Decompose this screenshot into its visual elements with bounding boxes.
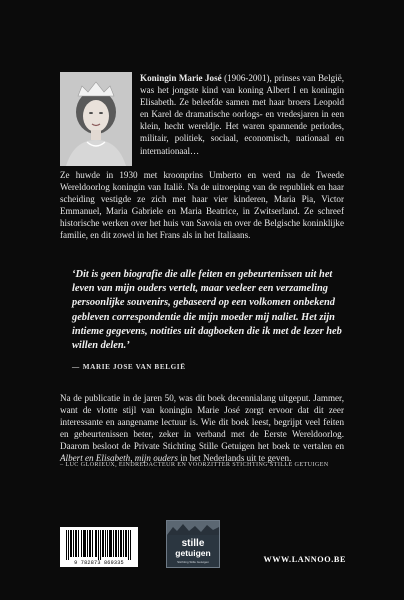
biography-intro [140,72,344,157]
stille-getuigen-logo [166,520,220,568]
portrait-photo [60,72,132,166]
logo-photo-band [167,521,219,535]
publication-text-1: Na de publicatie in de jaren 50, was dit boek decennialang uitgeput. Jammer, want de vlotte stijl van koningin Marie José zorgt ervoor dat dit zeer interessante en aangename lectuur is. Wie dit boek leest, begrijpt veel feiten en gebeurtenissen beter, zeker in verband met de Eerste Wereldoorlog. Daarom besloot de Private Stichting Stille Getuigen het boek te vertalen en [60,393,344,452]
publication-text-2: in het Nederlands uit te geven. [177,453,292,464]
trees-icon [167,521,219,535]
quote-attribution [72,363,342,371]
queen-name: Koningin Marie José [140,73,222,83]
barcode-icon [60,529,138,563]
logo-text-line-2: getuigen [175,548,211,558]
editor-credit: – LUC GLORIEUX, EINDREDACTEUR EN VOORZITTER STICHTING STILLE GETUIGEN [60,461,329,468]
logo-text-line-1: stille [181,538,205,549]
publisher-website[interactable]: WWW.LANNOO.BE [263,555,346,564]
barcode-number: 9 782873 869335 [74,560,124,566]
book-title: Albert en Elisabeth, mijn ouders [60,453,178,464]
biography-continuation: Ze huwde in 1930 met kroonprins Umberto en werd na de Tweede Wereldoorlog koningin van Italië. Na de uitroeping van de republiek en haar scheiding vestigde ze zich met haar vier kinderen, Maria Pia, Victor Emmanuel, Maria Gabriele en Maria Beatrice, in Zwitserland. Ze schreef historische werken over het huis van Savoia en over de Belgische koninklijke familie, en dit zowel in het Frans als in het Italiaans. [60,170,344,241]
pull-quote [72,268,342,371]
logo-subtext: Stichting Stille Getuigen [177,560,209,564]
publication-note [60,392,344,465]
biography-intro-text: (1906-2001), prinses van België, was het jongste kind van koning Albert I en koningin Elisabeth. Ze beleefde samen met haar broers Leopold en Karel de dramatische oorlogs- en vredesjaren in een klein, hecht wereldje. Het waren spannende periodes, militair, politiek, sociaal, economisch, nationaal en internationaal… [140,73,345,156]
attribution-name: MARIE JOSE VAN BELGIË [82,363,186,372]
portrait-image [60,72,132,166]
isbn-barcode [60,527,138,567]
quote-text: ‘Dit is geen biografie die alle feiten en gebeurtenissen uit het leven van mijn ouders vertelt, maar veeleer een verzameling persoonlijke souvenirs, gebaseerd op een volkomen onbekend gebleven correspondentie die mijn moeder mij naliet. Het zijn intieme gegevens, notities uit dagboeken die ik met de lezer heb willen delen.’ [72,269,342,352]
attribution-dash: — [72,363,80,372]
